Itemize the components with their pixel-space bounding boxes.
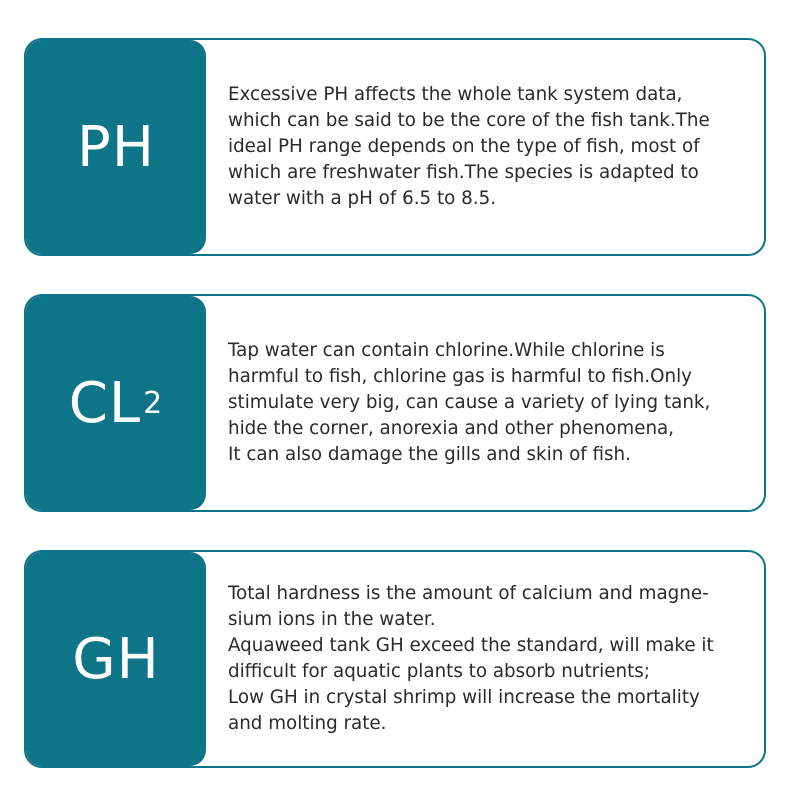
cl2-badge [26, 296, 206, 510]
ph-description-line: Excessive PH affects the whole tank system data, [228, 84, 683, 105]
ph-description-line: which are freshwater fish.The species is adapted to [228, 162, 699, 183]
cl2-description-line: harmful to fish, chlorine gas is harmful to fish.Only [228, 366, 692, 387]
cl2-badge-subscript: 2 [143, 385, 164, 421]
ph-description-line: water with a pH of 6.5 to 8.5. [228, 188, 497, 209]
gh-description-line: sium ions in the water. [228, 609, 436, 630]
ph-badge-label: PH [77, 114, 155, 180]
gh-card [24, 550, 766, 768]
cl2-description-line: hide the corner, anorexia and other phenomena, [228, 418, 675, 439]
gh-badge [26, 552, 206, 766]
gh-description [206, 552, 734, 766]
cl2-description-line: It can also damage the gills and skin of fish. [228, 444, 631, 465]
cl2-description-line: stimulate very big, can cause a variety of lying tank, [228, 392, 711, 413]
gh-description-line: Total hardness is the amount of calcium and magne- [228, 583, 709, 604]
cl2-badge-label: CL [68, 370, 142, 436]
ph-description-line: which can be said to be the core of the fish tank.The [228, 110, 710, 131]
ph-card [24, 38, 766, 256]
cl2-card [24, 294, 766, 512]
ph-description [206, 40, 730, 254]
ph-description-line: ideal PH range depends on the type of fish, most of [228, 136, 700, 157]
gh-description-line: Aquaweed tank GH exceed the standard, will make it [228, 635, 714, 656]
gh-description-line: and molting rate. [228, 713, 387, 734]
gh-badge-label: GH [72, 626, 160, 692]
gh-description-line: Low GH in crystal shrimp will increase the mortality [228, 687, 700, 708]
cl2-description-line: Tap water can contain chlorine.While chlorine is [228, 340, 665, 361]
gh-description-line: difficult for aquatic plants to absorb nutrients; [228, 661, 650, 682]
ph-badge [26, 40, 206, 254]
cl2-description [206, 296, 730, 510]
